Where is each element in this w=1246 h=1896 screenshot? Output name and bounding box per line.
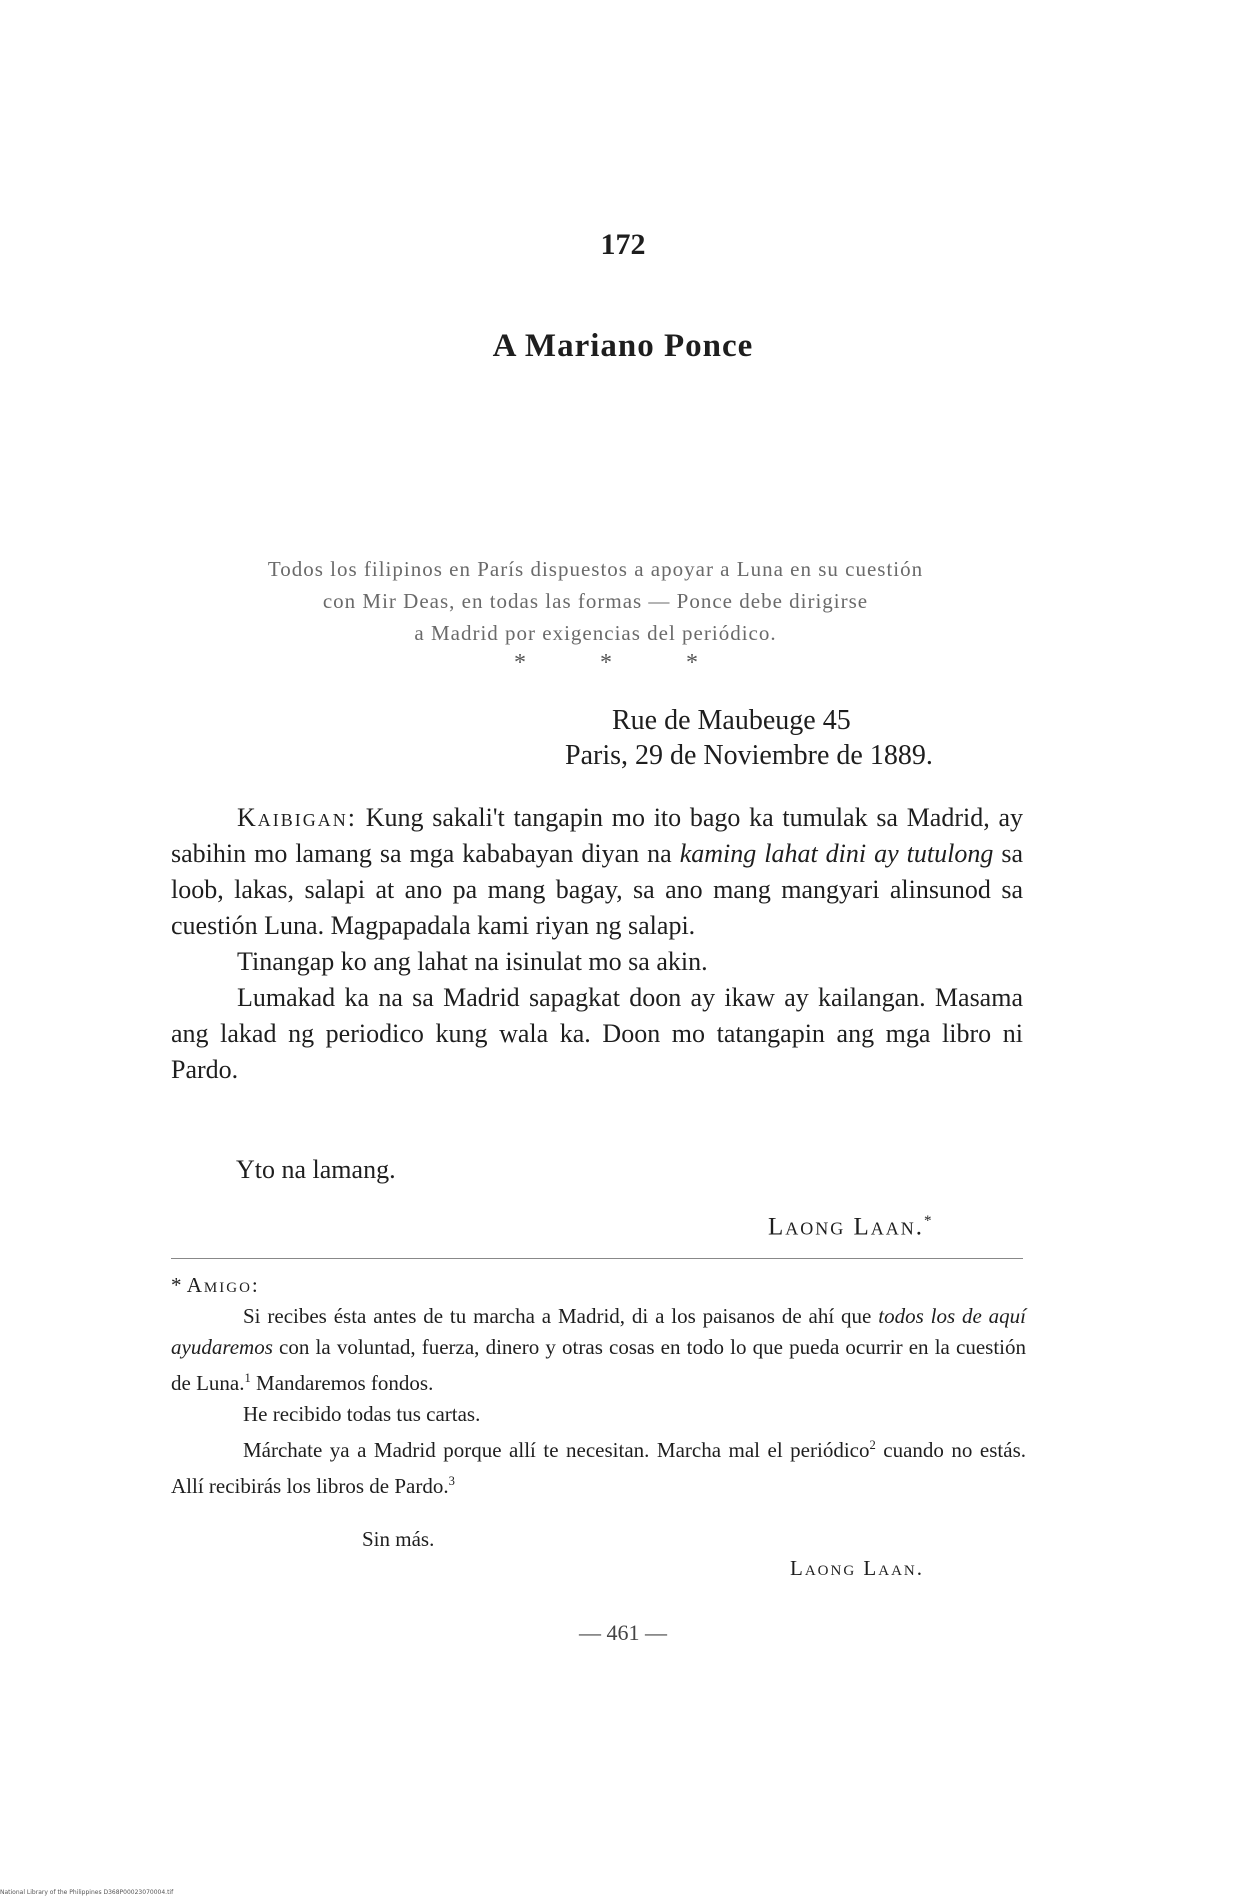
- footnote-text: Márchate ya a Madrid porque allí te necesitan. Marcha mal el periódico: [243, 1438, 870, 1462]
- body-paragraph: Lumakad ka na sa Madrid sapagkat doon ay ikaw ay kailangan. Masama ang lakad ng periodico kung wala ka. Doon mo tatangapin ang mga libro ni Pardo.: [171, 983, 1023, 1084]
- body-salutation: Kaibigan:: [237, 803, 357, 832]
- letter-closing: Yto na lamang.: [236, 1155, 396, 1184]
- footnote-text: Si recibes ésta antes de tu marcha a Madrid, di a los paisanos de ahí que: [243, 1304, 879, 1328]
- body-text: sa loob, lakas, salapi at ano pa mang bagay, sa ano mang mangyari alinsunod sa cuestión Luna. Magpapadala kami riyan ng salapi.: [171, 839, 1023, 940]
- address-date: Paris, 29 de Noviembre de 1889.: [565, 740, 933, 771]
- footnote-salutation: Amigo:: [186, 1273, 260, 1297]
- footnote-ref: 3: [448, 1474, 455, 1488]
- scan-footer: National Library of the Philippines D368P00023070004.tif: [0, 1889, 174, 1896]
- signature-mark: *: [924, 1213, 932, 1229]
- section-asterisks: * * *: [514, 650, 732, 676]
- letter-body: [171, 800, 1023, 1088]
- footnote-italic-text: todos los de aquí ayudaremos: [171, 1304, 1026, 1359]
- footnote-text: Mandaremos fondos.: [250, 1371, 434, 1395]
- footnote-salutation-line: [171, 1270, 1026, 1301]
- footnote-paragraph: [171, 1301, 1026, 1399]
- footnote-marker: *: [171, 1273, 182, 1297]
- footnote-divider: [171, 1258, 1023, 1259]
- body-text: Kung sakali't tangapin mo ito bago ka tumulak sa Madrid, ay sabihin mo lamang sa mga kababayan diyan na: [171, 803, 1023, 868]
- footnote-text: cuando no estás. Allí recibirás los libros de Pardo.: [171, 1438, 1026, 1498]
- footnote-signature: Laong Laan.: [790, 1556, 924, 1580]
- summary-line: con Mir Deas, en todas las formas — Ponce debe dirigirse: [322, 589, 869, 613]
- address-street: Rue de Maubeuge 45: [612, 705, 851, 736]
- footnote-paragraph: He recibido todas tus cartas.: [243, 1402, 481, 1426]
- letter-signature: [768, 1213, 932, 1241]
- page-number: — 461 —: [579, 1620, 667, 1645]
- body-italic-text: kaming lahat dini ay tutulong: [679, 839, 994, 868]
- letter-summary: [168, 553, 1023, 649]
- footnote-ref: 1: [244, 1371, 251, 1385]
- summary-line: a Madrid por exigencias del periódico.: [414, 621, 777, 645]
- body-paragraph: Tinangap ko ang lahat na isinulat mo sa akin.: [237, 947, 708, 976]
- footnote-ref: 2: [869, 1438, 876, 1452]
- letter-title: A Mariano Ponce: [492, 328, 754, 364]
- body-paragraph: [171, 800, 1023, 944]
- footnote-closing: Sin más.: [362, 1527, 435, 1551]
- footnote-paragraph: [171, 1430, 1026, 1502]
- summary-line: Todos los filipinos en París dispuestos a apoyar a Luna en su cuestión: [267, 557, 924, 581]
- letter-number: 172: [600, 228, 646, 261]
- footnote-text: con la voluntad, fuerza, dinero y otras cosas en todo lo que pueda ocurrir en la cuestión de Luna.: [171, 1335, 1026, 1395]
- footnote-translation: [171, 1270, 1026, 1502]
- signature-text: Laong Laan.: [768, 1213, 925, 1241]
